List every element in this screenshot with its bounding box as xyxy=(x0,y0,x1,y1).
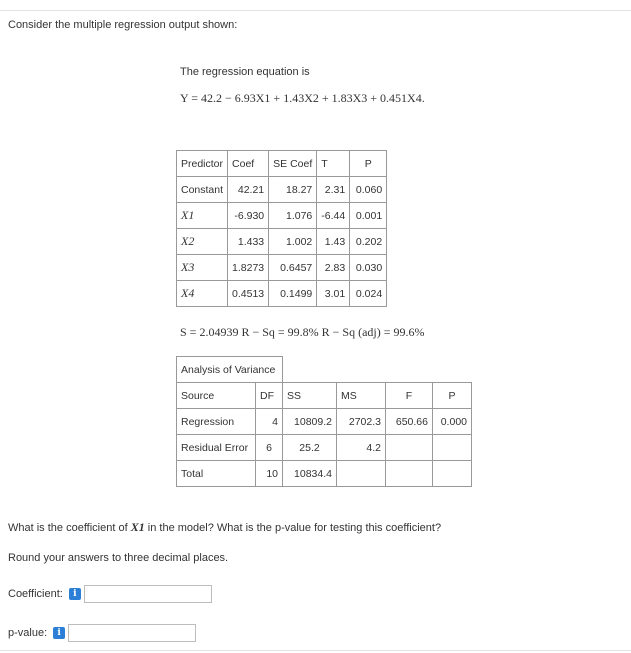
cell-predictor: X4 xyxy=(177,281,228,307)
cell-ms: 2702.3 xyxy=(337,409,386,435)
cell-df: 6 xyxy=(256,435,283,461)
table-row xyxy=(177,203,387,229)
top-divider xyxy=(0,0,631,11)
pvalue-input[interactable] xyxy=(68,624,196,642)
cell-t: 2.83 xyxy=(317,255,350,281)
rounding-instruction: Round your answers to three decimal places. xyxy=(8,552,229,564)
cell-df: 10 xyxy=(256,461,283,487)
coefficient-row xyxy=(8,585,212,603)
bottom-divider xyxy=(0,650,631,651)
header-ms: MS xyxy=(337,383,386,409)
cell-p: 0.030 xyxy=(350,255,387,281)
header-f: F xyxy=(386,383,433,409)
cell-predictor: X3 xyxy=(177,255,228,281)
cell-se: 1.076 xyxy=(269,203,317,229)
header-se-coef: SE Coef xyxy=(269,151,317,177)
table-row xyxy=(177,177,387,203)
cell-t: 2.31 xyxy=(317,177,350,203)
regression-equation: Y = 42.2 − 6.93X1 + 1.43X2 + 1.83X3 + 0.451X4. xyxy=(180,91,425,105)
table-header-row xyxy=(177,151,387,177)
cell-ms xyxy=(337,461,386,487)
header-df: DF xyxy=(256,383,283,409)
cell-coef: 1.433 xyxy=(228,229,269,255)
info-icon[interactable]: i xyxy=(69,588,81,600)
table-row xyxy=(177,255,387,281)
cell-coef: 42.21 xyxy=(228,177,269,203)
table-row xyxy=(177,461,472,487)
table-row xyxy=(177,435,472,461)
cell-se: 0.6457 xyxy=(269,255,317,281)
cell-p: 0.024 xyxy=(350,281,387,307)
cell-coef: 1.8273 xyxy=(228,255,269,281)
pvalue-row xyxy=(8,624,196,642)
header-predictor: Predictor xyxy=(177,151,228,177)
cell-source: Regression xyxy=(177,409,256,435)
anova-table xyxy=(176,356,472,487)
header-ss: SS xyxy=(283,383,337,409)
cell-f xyxy=(386,461,433,487)
cell-t: 1.43 xyxy=(317,229,350,255)
question-variable: X1 xyxy=(130,520,145,534)
cell-coef: 0.4513 xyxy=(228,281,269,307)
equation-label: The regression equation is xyxy=(180,66,310,78)
cell-source: Total xyxy=(177,461,256,487)
cell-f: 650.66 xyxy=(386,409,433,435)
header-p: P xyxy=(433,383,472,409)
cell-p: 0.001 xyxy=(350,203,387,229)
table-row xyxy=(177,229,387,255)
header-t: T xyxy=(317,151,350,177)
cell-p: 0.060 xyxy=(350,177,387,203)
anova-title: Analysis of Variance xyxy=(177,357,283,383)
cell-source: Residual Error xyxy=(177,435,256,461)
cell-se: 0.1499 xyxy=(269,281,317,307)
header-source: Source xyxy=(177,383,256,409)
cell-t: 3.01 xyxy=(317,281,350,307)
header-p: P xyxy=(350,151,387,177)
cell-predictor: X2 xyxy=(177,229,228,255)
cell-ms: 4.2 xyxy=(337,435,386,461)
cell-df: 4 xyxy=(256,409,283,435)
question-text xyxy=(8,520,441,535)
intro-text: Consider the multiple regression output shown: xyxy=(8,19,238,31)
anova-title-row xyxy=(177,357,472,383)
cell-predictor: X1 xyxy=(177,203,228,229)
cell-t: -6.44 xyxy=(317,203,350,229)
cell-ss: 10834.4 xyxy=(283,461,337,487)
coefficient-input[interactable] xyxy=(84,585,212,603)
question-before: What is the coefficient of xyxy=(8,522,131,534)
table-row xyxy=(177,409,472,435)
cell-ss: 25.2 xyxy=(283,435,337,461)
coefficient-label: Coefficient: xyxy=(8,588,63,600)
model-summary-stats: S = 2.04939 R − Sq = 99.8% R − Sq (adj) = 99.6% xyxy=(180,325,425,339)
info-icon[interactable]: i xyxy=(53,627,65,639)
coefficient-table xyxy=(176,150,387,307)
header-coef: Coef xyxy=(228,151,269,177)
cell-se: 1.002 xyxy=(269,229,317,255)
cell-f xyxy=(386,435,433,461)
cell-p: 0.000 xyxy=(433,409,472,435)
pvalue-label: p-value: xyxy=(8,627,48,639)
cell-p xyxy=(433,435,472,461)
cell-p: 0.202 xyxy=(350,229,387,255)
cell-se: 18.27 xyxy=(269,177,317,203)
table-header-row xyxy=(177,383,472,409)
cell-ss: 10809.2 xyxy=(283,409,337,435)
cell-p xyxy=(433,461,472,487)
cell-coef: -6.930 xyxy=(228,203,269,229)
question-after: in the model? What is the p-value for testing this coefficient? xyxy=(144,522,442,534)
cell-predictor: Constant xyxy=(177,177,228,203)
table-row xyxy=(177,281,387,307)
